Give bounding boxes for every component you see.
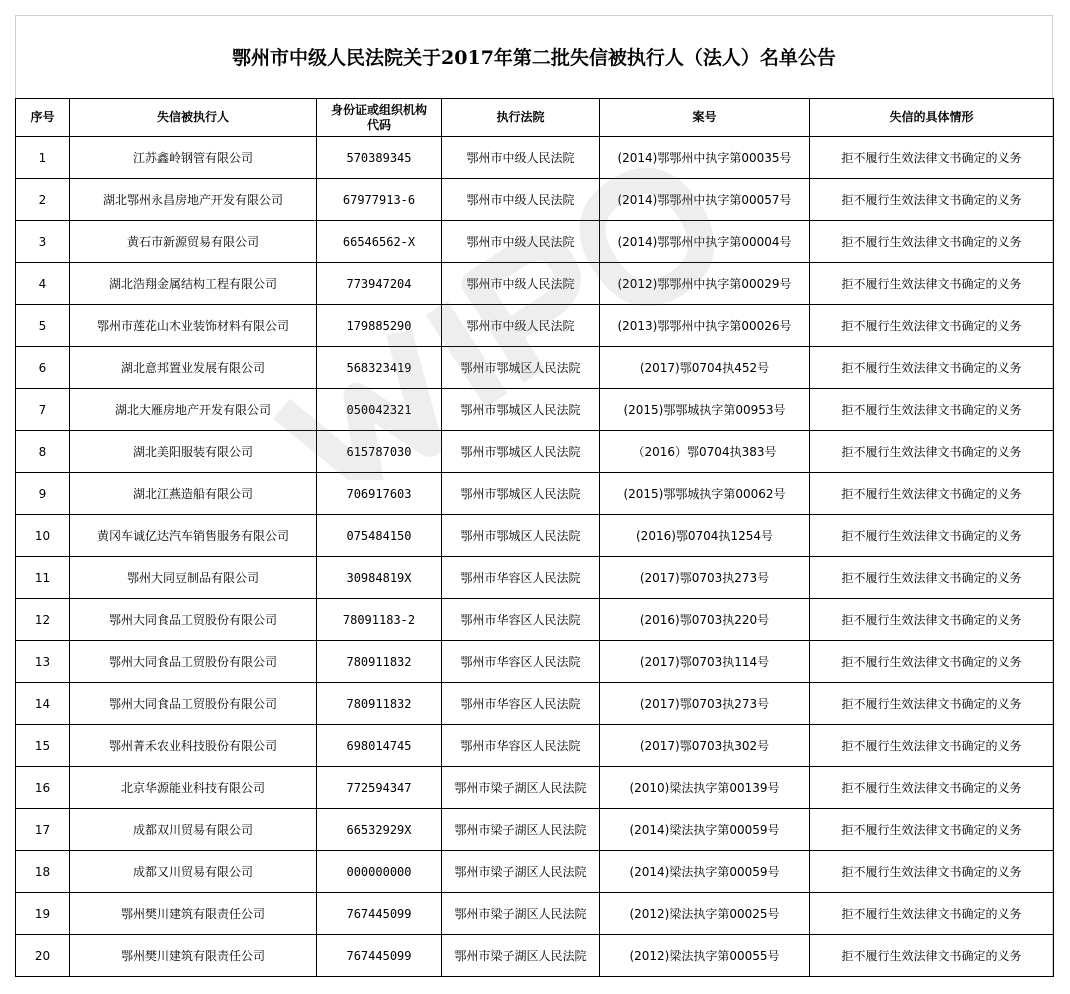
default-situation: 拒不履行生效法律文书确定的义务 (810, 221, 1054, 263)
row-number: 3 (16, 221, 70, 263)
col-header-situation: 失信的具体情形 (810, 99, 1054, 137)
executing-court: 鄂州市梁子湖区人民法院 (442, 767, 600, 809)
table-row (16, 515, 1054, 557)
defaulter-name: 鄂州大同食品工贸股份有限公司 (70, 641, 317, 683)
defaulter-name: 湖北浩翔金属结构工程有限公司 (70, 263, 317, 305)
executing-court: 鄂州市鄂城区人民法院 (442, 515, 600, 557)
executing-court: 鄂州市中级人民法院 (442, 179, 600, 221)
case-number: (2014)梁法执字第00059号 (600, 851, 810, 893)
case-number: (2014)鄂鄂州中执字第00057号 (600, 179, 810, 221)
table-row (16, 221, 1054, 263)
case-number: (2016)鄂0703执220号 (600, 599, 810, 641)
case-number: (2017)鄂0703执273号 (600, 557, 810, 599)
case-number: (2017)鄂0703执273号 (600, 683, 810, 725)
org-code: 570389345 (317, 137, 442, 179)
table-row (16, 137, 1054, 179)
org-code: 767445099 (317, 893, 442, 935)
row-number: 4 (16, 263, 70, 305)
table-row (16, 683, 1054, 725)
col-header-court: 执行法院 (442, 99, 600, 137)
org-code: 568323419 (317, 347, 442, 389)
org-code: 698014745 (317, 725, 442, 767)
row-number: 15 (16, 725, 70, 767)
org-code: 66546562-X (317, 221, 442, 263)
page-title: 鄂州市中级人民法院关于2017年第二批失信被执行人（法人）名单公告 (232, 47, 836, 69)
org-code: 615787030 (317, 431, 442, 473)
table-row (16, 725, 1054, 767)
org-code: 78091183-2 (317, 599, 442, 641)
row-number: 13 (16, 641, 70, 683)
defaulter-name: 鄂州菁禾农业科技股份有限公司 (70, 725, 317, 767)
defaulter-name: 湖北美阳服装有限公司 (70, 431, 317, 473)
org-code: 30984819X (317, 557, 442, 599)
org-code: 66532929X (317, 809, 442, 851)
defaulter-table (15, 98, 1054, 977)
table-row (16, 599, 1054, 641)
table-row (16, 851, 1054, 893)
default-situation: 拒不履行生效法律文书确定的义务 (810, 389, 1054, 431)
table-header-row (16, 99, 1054, 137)
default-situation: 拒不履行生效法律文书确定的义务 (810, 431, 1054, 473)
executing-court: 鄂州市中级人民法院 (442, 137, 600, 179)
col-header-name: 失信被执行人 (70, 99, 317, 137)
case-number: (2014)梁法执字第00059号 (600, 809, 810, 851)
executing-court: 鄂州市鄂城区人民法院 (442, 389, 600, 431)
default-situation: 拒不履行生效法律文书确定的义务 (810, 809, 1054, 851)
case-number: (2012)梁法执字第00025号 (600, 893, 810, 935)
executing-court: 鄂州市鄂城区人民法院 (442, 473, 600, 515)
case-number: （2016）鄂0704执383号 (600, 431, 810, 473)
executing-court: 鄂州市中级人民法院 (442, 221, 600, 263)
default-situation: 拒不履行生效法律文书确定的义务 (810, 305, 1054, 347)
executing-court: 鄂州市华容区人民法院 (442, 641, 600, 683)
executing-court: 鄂州市鄂城区人民法院 (442, 431, 600, 473)
executing-court: 鄂州市梁子湖区人民法院 (442, 809, 600, 851)
case-number: (2015)鄂鄂城执字第00062号 (600, 473, 810, 515)
org-code: 179885290 (317, 305, 442, 347)
default-situation: 拒不履行生效法律文书确定的义务 (810, 557, 1054, 599)
case-number: (2010)梁法执字第00139号 (600, 767, 810, 809)
row-number: 18 (16, 851, 70, 893)
row-number: 6 (16, 347, 70, 389)
table-row (16, 431, 1054, 473)
default-situation: 拒不履行生效法律文书确定的义务 (810, 935, 1054, 977)
table-row (16, 179, 1054, 221)
defaulter-name: 鄂州大同食品工贸股份有限公司 (70, 599, 317, 641)
defaulter-name: 湖北江燕造船有限公司 (70, 473, 317, 515)
row-number: 9 (16, 473, 70, 515)
case-number: (2014)鄂鄂州中执字第00004号 (600, 221, 810, 263)
executing-court: 鄂州市华容区人民法院 (442, 725, 600, 767)
executing-court: 鄂州市梁子湖区人民法院 (442, 851, 600, 893)
executing-court: 鄂州市中级人民法院 (442, 305, 600, 347)
defaulter-name: 成都双川贸易有限公司 (70, 809, 317, 851)
org-code: 67977913-6 (317, 179, 442, 221)
table-row (16, 809, 1054, 851)
row-number: 10 (16, 515, 70, 557)
executing-court: 鄂州市华容区人民法院 (442, 599, 600, 641)
default-situation: 拒不履行生效法律文书确定的义务 (810, 767, 1054, 809)
defaulter-name: 江苏鑫岭钢管有限公司 (70, 137, 317, 179)
col-header-id: 身份证或组织机构代码 (317, 99, 442, 137)
table-row (16, 473, 1054, 515)
row-number: 8 (16, 431, 70, 473)
row-number: 17 (16, 809, 70, 851)
defaulter-name: 鄂州大同豆制品有限公司 (70, 557, 317, 599)
default-situation: 拒不履行生效法律文书确定的义务 (810, 683, 1054, 725)
default-situation: 拒不履行生效法律文书确定的义务 (810, 179, 1054, 221)
defaulter-name: 鄂州大同食品工贸股份有限公司 (70, 683, 317, 725)
org-code: 767445099 (317, 935, 442, 977)
case-number: (2012)梁法执字第00055号 (600, 935, 810, 977)
executing-court: 鄂州市中级人民法院 (442, 263, 600, 305)
case-number: (2017)鄂0703执302号 (600, 725, 810, 767)
org-code: 772594347 (317, 767, 442, 809)
col-header-case: 案号 (600, 99, 810, 137)
row-number: 11 (16, 557, 70, 599)
table-row (16, 389, 1054, 431)
org-code: 050042321 (317, 389, 442, 431)
row-number: 20 (16, 935, 70, 977)
org-code: 780911832 (317, 641, 442, 683)
case-number: (2016)鄂0704执1254号 (600, 515, 810, 557)
case-number: (2015)鄂鄂城执字第00953号 (600, 389, 810, 431)
defaulter-name: 鄂州樊川建筑有限责任公司 (70, 893, 317, 935)
case-number: (2012)鄂鄂州中执字第00029号 (600, 263, 810, 305)
defaulter-name: 湖北大雁房地产开发有限公司 (70, 389, 317, 431)
case-number: (2014)鄂鄂州中执字第00035号 (600, 137, 810, 179)
default-situation: 拒不履行生效法律文书确定的义务 (810, 851, 1054, 893)
case-number: (2017)鄂0704执452号 (600, 347, 810, 389)
defaulter-name: 北京华源能业科技有限公司 (70, 767, 317, 809)
table-row (16, 263, 1054, 305)
row-number: 1 (16, 137, 70, 179)
default-situation: 拒不履行生效法律文书确定的义务 (810, 263, 1054, 305)
org-code: 780911832 (317, 683, 442, 725)
table-row (16, 641, 1054, 683)
table-row (16, 935, 1054, 977)
org-code: 000000000 (317, 851, 442, 893)
defaulter-name: 黄石市新源贸易有限公司 (70, 221, 317, 263)
default-situation: 拒不履行生效法律文书确定的义务 (810, 893, 1054, 935)
table-row (16, 557, 1054, 599)
row-number: 12 (16, 599, 70, 641)
default-situation: 拒不履行生效法律文书确定的义务 (810, 515, 1054, 557)
default-situation: 拒不履行生效法律文书确定的义务 (810, 347, 1054, 389)
defaulter-name: 鄂州市莲花山木业装饰材料有限公司 (70, 305, 317, 347)
executing-court: 鄂州市鄂城区人民法院 (442, 347, 600, 389)
default-situation: 拒不履行生效法律文书确定的义务 (810, 473, 1054, 515)
default-situation: 拒不履行生效法律文书确定的义务 (810, 641, 1054, 683)
table-body (16, 137, 1054, 977)
defaulter-name: 黄冈车诚亿达汽车销售服务有限公司 (70, 515, 317, 557)
defaulter-name: 成都又川贸易有限公司 (70, 851, 317, 893)
row-number: 5 (16, 305, 70, 347)
org-code: 075484150 (317, 515, 442, 557)
executing-court: 鄂州市华容区人民法院 (442, 683, 600, 725)
row-number: 16 (16, 767, 70, 809)
defaulter-name: 鄂州樊川建筑有限责任公司 (70, 935, 317, 977)
case-number: (2013)鄂鄂州中执字第00026号 (600, 305, 810, 347)
table-row (16, 305, 1054, 347)
org-code: 773947204 (317, 263, 442, 305)
col-header-no: 序号 (16, 99, 70, 137)
row-number: 14 (16, 683, 70, 725)
table-row (16, 767, 1054, 809)
table-row (16, 893, 1054, 935)
defaulter-name: 湖北鄂州永昌房地产开发有限公司 (70, 179, 317, 221)
default-situation: 拒不履行生效法律文书确定的义务 (810, 137, 1054, 179)
executing-court: 鄂州市华容区人民法院 (442, 557, 600, 599)
row-number: 2 (16, 179, 70, 221)
executing-court: 鄂州市梁子湖区人民法院 (442, 935, 600, 977)
table-row (16, 347, 1054, 389)
default-situation: 拒不履行生效法律文书确定的义务 (810, 599, 1054, 641)
row-number: 19 (16, 893, 70, 935)
default-situation: 拒不履行生效法律文书确定的义务 (810, 725, 1054, 767)
row-number: 7 (16, 389, 70, 431)
org-code: 706917603 (317, 473, 442, 515)
executing-court: 鄂州市梁子湖区人民法院 (442, 893, 600, 935)
defaulter-name: 湖北意邦置业发展有限公司 (70, 347, 317, 389)
case-number: (2017)鄂0703执114号 (600, 641, 810, 683)
